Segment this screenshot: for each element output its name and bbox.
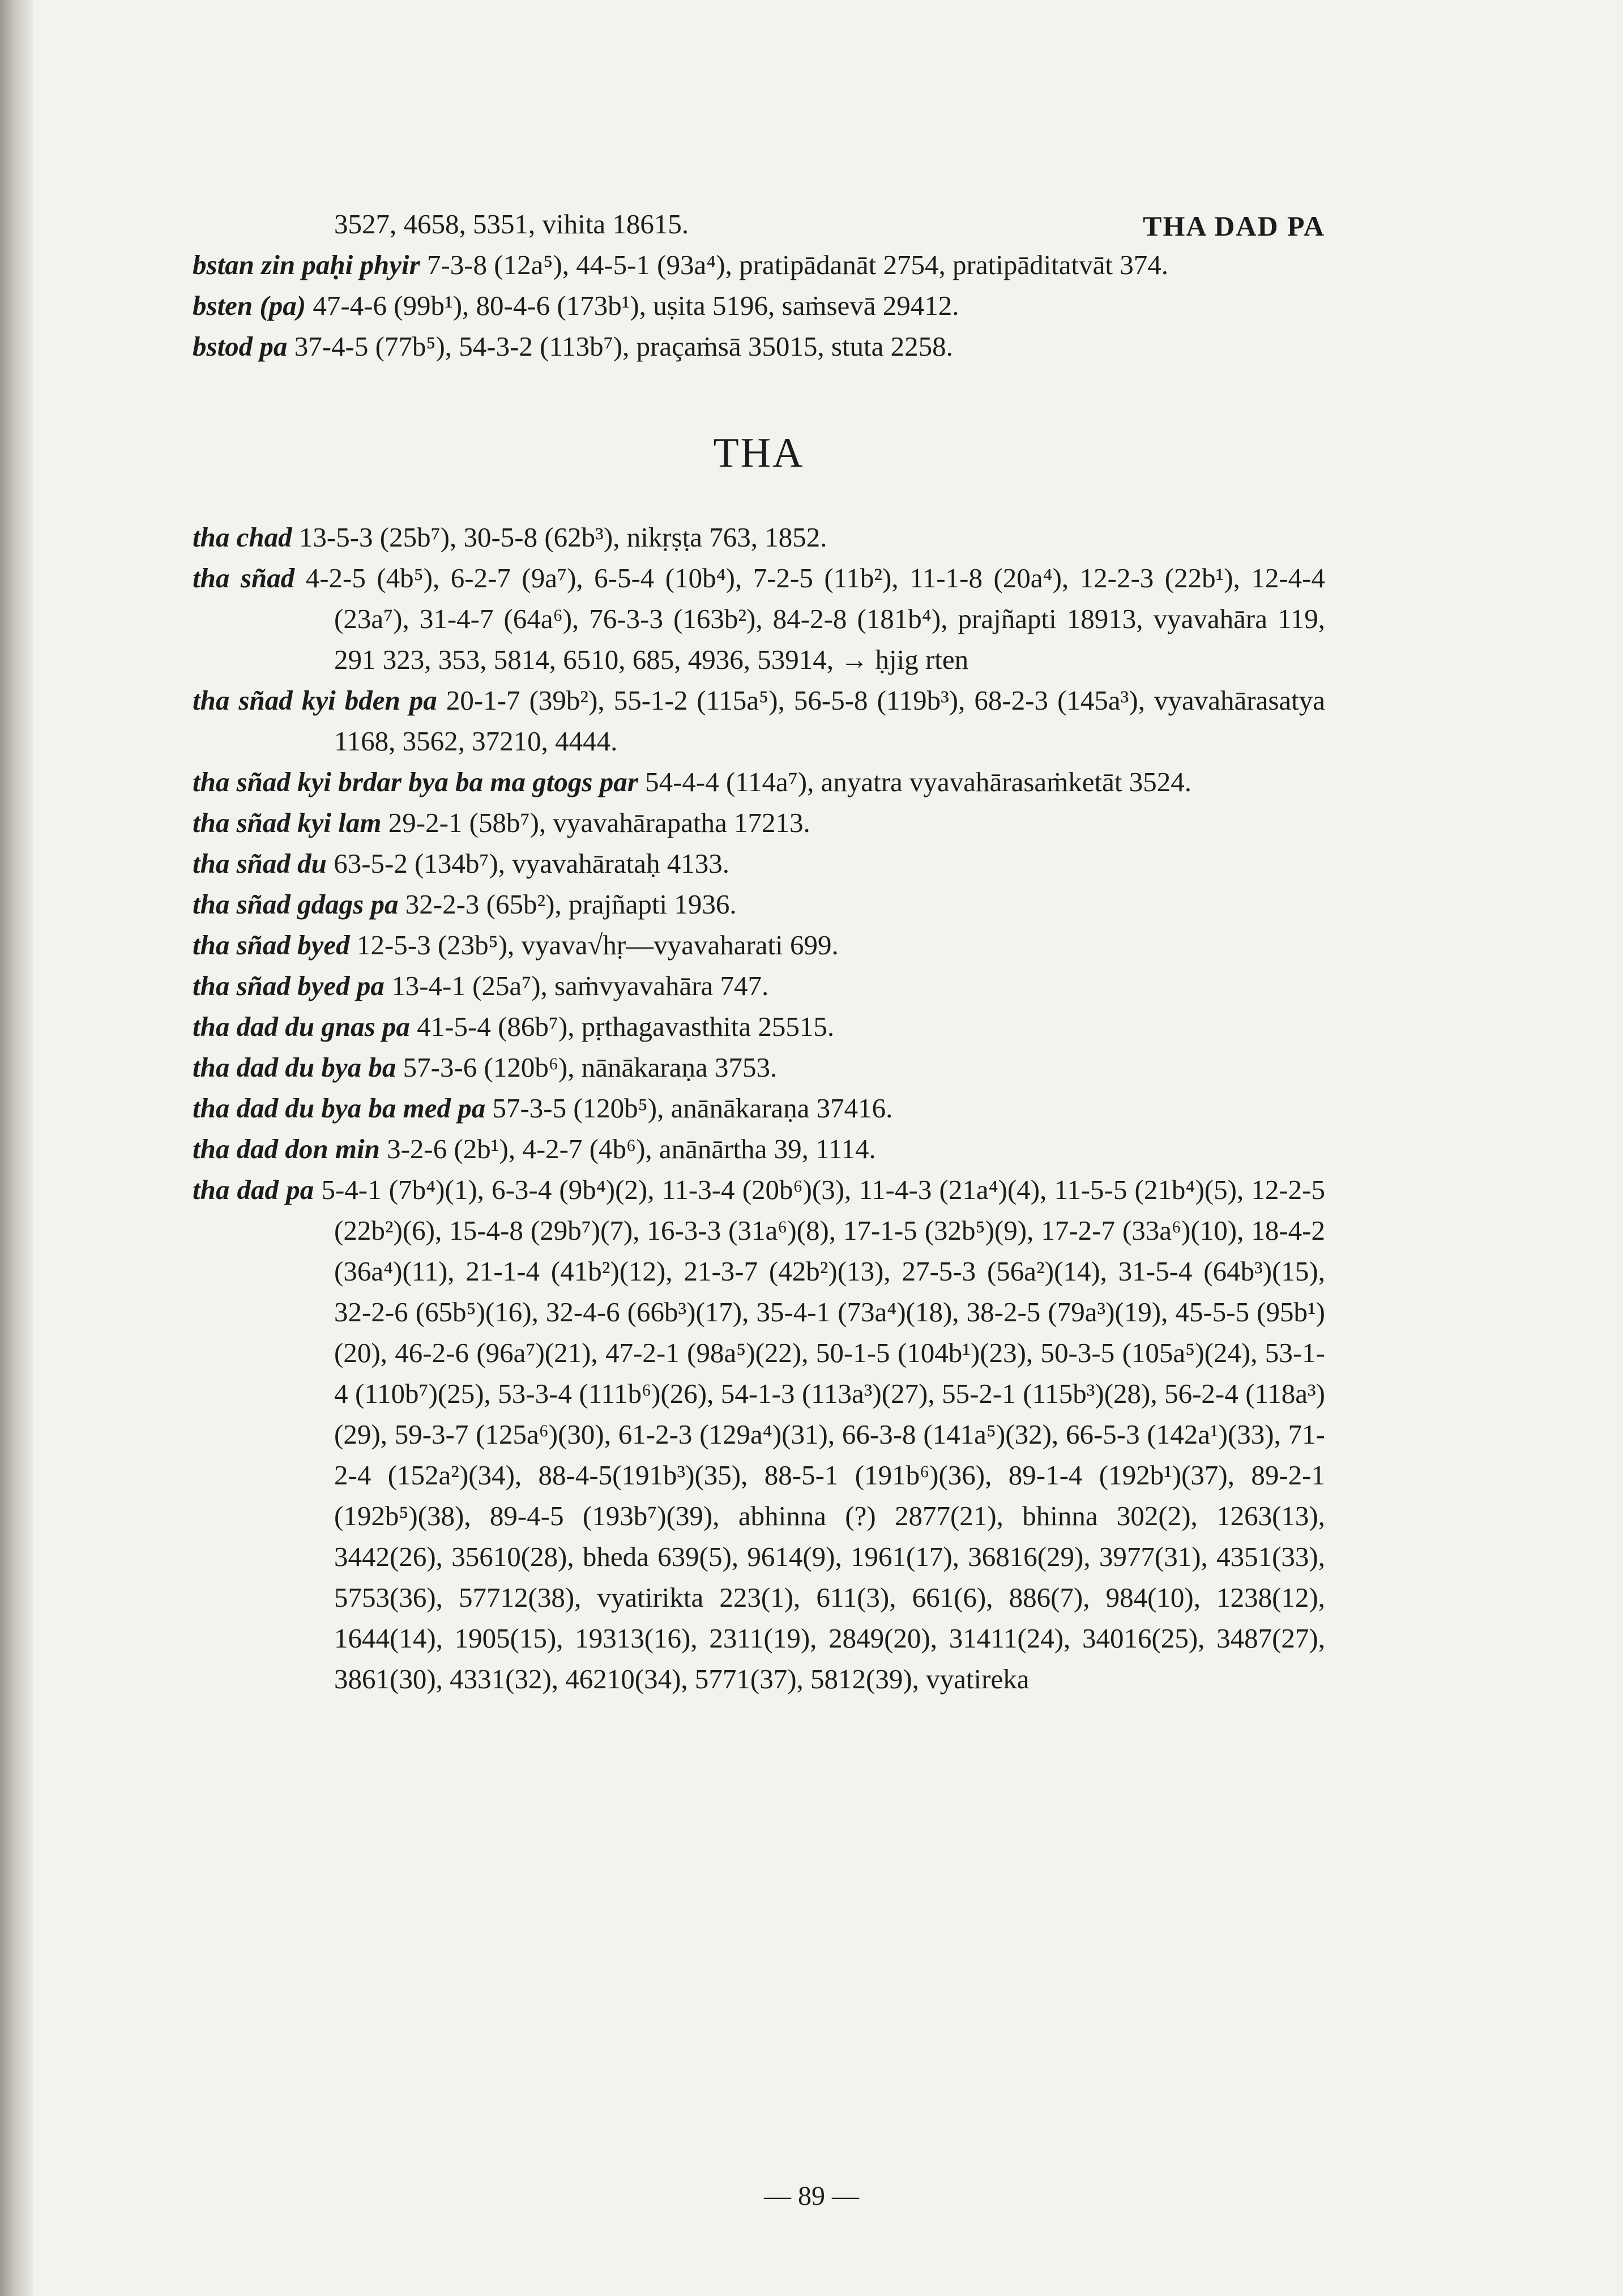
headword: tha sñad kyi lam (193, 807, 382, 838)
entry-text: 63-5-2 (134b⁷), vyavahārataḥ 4133. (334, 848, 729, 879)
entry-text: 57-3-6 (120b⁶), nānākaraṇa 3753. (403, 1052, 778, 1083)
entry-text: 3527, 4658, 5351, vihita 18615. (334, 208, 689, 240)
entry-text: 29-2-1 (58b⁷), vyavahārapatha 17213. (388, 807, 810, 838)
entry (193, 1088, 1325, 1129)
page-body (193, 204, 1325, 1700)
entry-text: 41-5-4 (86b⁷), pṛthagavasthita 25515. (417, 1011, 835, 1042)
entry-text: 7-3-8 (12a⁵), 44-5-1 (93a⁴), pratipādanāt 2754, pratipāditatvāt 374. (426, 249, 1169, 280)
headword: tha dad du bya ba med pa (193, 1092, 486, 1124)
headword: tha dad du gnas pa (193, 1011, 410, 1042)
entry (193, 1047, 1325, 1088)
entry (193, 285, 1325, 326)
entry (193, 843, 1325, 884)
entry-text: 12-5-3 (23b⁵), vyava√hṛ—vyavaharati 699. (356, 929, 839, 961)
entry (193, 762, 1325, 803)
entry-text: 54-4-4 (114a⁷), anyatra vyavahārasaṁketāt 3524. (645, 766, 1191, 797)
page-spine-shadow (0, 0, 33, 2296)
entry-text: 20-1-7 (39b²), 55-1-2 (115a⁵), 56-5-8 (119b³), 68-2-3 (145a³), vyavahārasatya 1168, 3562, 37210, 4444. (334, 685, 1325, 757)
headword: bstan zin paḥi phyir (193, 249, 420, 280)
headword: tha sñad byed (193, 929, 350, 961)
headword: tha sñad (193, 562, 295, 594)
entry (193, 245, 1325, 285)
entry-text: 32-2-3 (65b²), prajñapti 1936. (405, 889, 737, 920)
headword: tha sñad du (193, 848, 327, 879)
entry (193, 558, 1325, 680)
entry (193, 884, 1325, 925)
entry (193, 803, 1325, 843)
entry (193, 1170, 1325, 1700)
entry-text: 57-3-5 (120b⁵), anānākaraṇa 37416. (492, 1092, 893, 1124)
entry-text: 5-4-1 (7b⁴)(1), 6-3-4 (9b⁴)(2), 11-3-4 (20b⁶)(3), 11-4-3 (21a⁴)(4), 11-5-5 (21b⁴)(5), 12-2-5 (22b²)(6), 15-4-8 (29b⁷)(7), 16-3-3 (31a⁶)(8), 17-1-5 (32b⁵)(9), 17-2-7 (33a⁶)(10), 18-4-2 (36a⁴)(11), 21-1-4 (41b²)(12), 21-3-7 (42b²)(13), 27-5-3 (56a²)(14), 31-5-4 (64b³)(15), 32-2-6 (65b⁵)(16), 32-4-6 (66b³)(17), 35-4-1 (73a⁴)(18), 38-2-5 (79a³)(19), 45-5-5 (95b¹)(20), 46-2-6 (96a⁷)(21), 47-2-1 (98a⁵)(22), 50-1-5 (104b¹)(23), 50-3-5 (105a⁵)(24), 53-1-4 (110b⁷)(25), 53-3-4 (111b⁶)(26), 54-1-3 (113a³)(27), 55-2-1 (115b³)(28), 56-2-4 (118a³)(29), 59-3-7 (125a⁶)(30), 61-2-3 (129a⁴)(31), 66-3-8 (141a⁵)(32), 66-5-3 (142a¹)(33), 71-2-4 (152a²)(34), 88-4-5(191b³)(35), 88-5-1 (191b⁶)(36), 89-1-4 (192b¹)(37), 89-2-1 (192b⁵)(38), 89-4-5 (193b⁷)(39), abhinna (?) 2877(21), bhinna 302(2), 1263(13), 3442(26), 35610(28), bheda 639(5), 9614(9), 1961(17), 36816(29), 3977(31), 4351(33), 5753(36), 57712(38), vyatirikta 223(1), 611(3), 661(6), 886(7), 984(10), 1238(12), 1644(14), 1905(15), 19313(16), 2311(19), 2849(20), 31411(24), 34016(25), 3487(27), 3861(30), 4331(32), 46210(34), 5771(37), 5812(39), vyatireka (321, 1174, 1325, 1695)
entry-text: 13-5-3 (25b⁷), 30-5-8 (62b³), nikṛṣṭa 763, 1852. (298, 522, 827, 553)
entry (193, 925, 1325, 966)
entry-text: 4-2-5 (4b⁵), 6-2-7 (9a⁷), 6-5-4 (10b⁴), 7-2-5 (11b²), 11-1-8 (20a⁴), 12-2-3 (22b¹), 12-4-4 (23a⁷), 31-4-7 (64a⁶), 76-3-3 (163b²), 84-2-8 (181b⁴), prajñapti 18913, vyavahāra 119, 291 323, 353, 5814, 6510, 685, 4936, 53914, → ḥjig rten (305, 562, 1325, 675)
section-title: THA (713, 430, 805, 476)
headword: tha sñad gdags pa (193, 889, 399, 920)
entry-text: 13-4-1 (25a⁷), saṁvyavahāra 747. (391, 970, 769, 1001)
entry-text: 37-4-5 (77b⁵), 54-3-2 (113b⁷), praçaṁsā 35015, stuta 2258. (294, 331, 953, 362)
entry (193, 966, 1325, 1006)
entry-continuation (193, 204, 1325, 245)
headword: tha dad don min (193, 1133, 380, 1164)
entry-text: 47-4-6 (99b¹), 80-4-6 (173b¹), uṣita 5196, saṁsevā 29412. (313, 290, 959, 321)
page-number: — 89 — (764, 2181, 859, 2211)
headword: bsten (pa) (193, 290, 306, 321)
entry (193, 680, 1325, 762)
headword: tha dad pa (193, 1174, 314, 1205)
running-header: THA DAD PA (1143, 210, 1325, 242)
headword: tha sñad kyi brdar bya ba ma gtogs par (193, 766, 638, 797)
headword: tha sñad byed pa (193, 970, 385, 1001)
entry-text: 3-2-6 (2b¹), 4-2-7 (4b⁶), anānārtha 39, 1114. (387, 1133, 876, 1164)
entry (193, 1006, 1325, 1047)
headword: bstod pa (193, 331, 288, 362)
headword: tha dad du bya ba (193, 1052, 396, 1083)
entry (193, 326, 1325, 367)
entry (193, 1129, 1325, 1170)
headword: tha chad (193, 522, 292, 553)
headword: tha sñad kyi bden pa (193, 685, 437, 716)
entry (193, 517, 1325, 558)
